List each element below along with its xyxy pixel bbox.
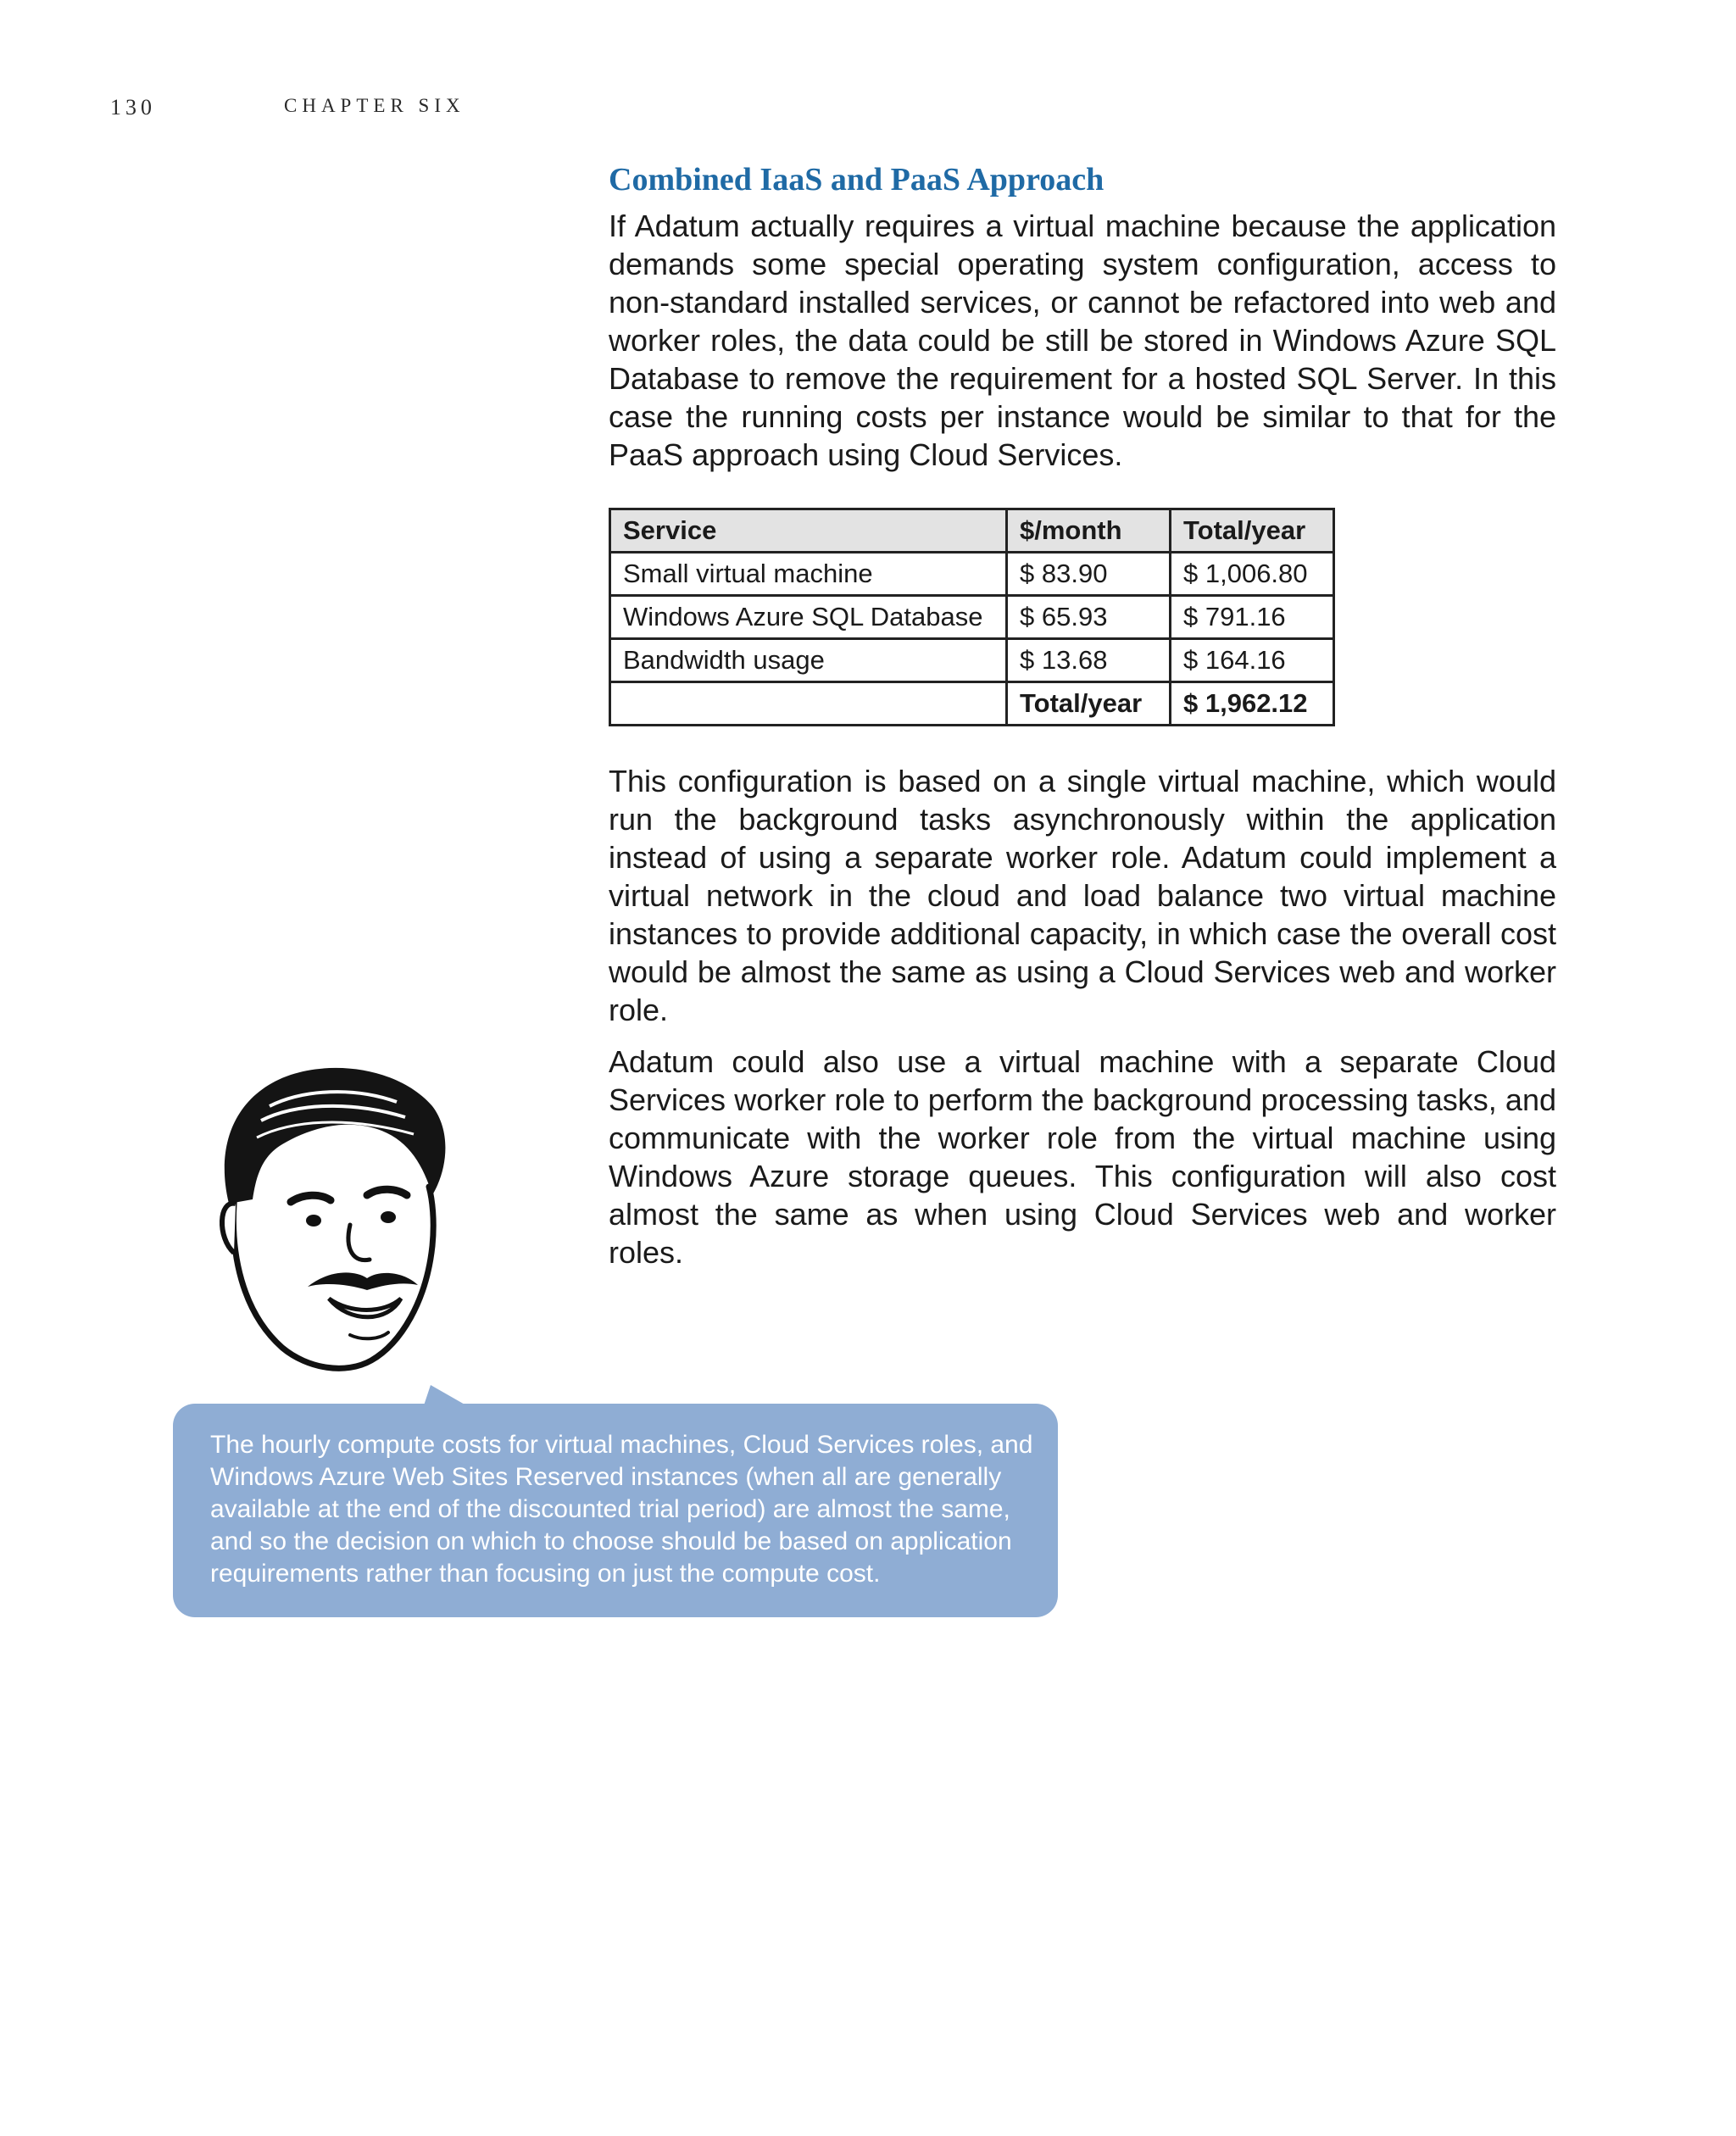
column-header-month: $/month — [1007, 509, 1171, 553]
table-header-row — [610, 509, 1334, 553]
cost-table — [609, 508, 1335, 726]
paragraph-2: This configuration is based on a single virtual machine, which would run the background tasks asynchronously within the application instead of using a separate worker role. Adatum could implement a virtual network in the cloud and load balance two virtual machine instances to provide additional capacity, in which case the overall cost would be almost the same as using a Cloud Services web and worker role. — [609, 764, 1556, 1027]
cell-month: $ 65.93 — [1007, 596, 1171, 639]
character-illustration — [210, 1060, 456, 1382]
cell-year: $ 164.16 — [1171, 639, 1334, 682]
cell-year: $ 791.16 — [1171, 596, 1334, 639]
cell-service: Bandwidth usage — [610, 639, 1007, 682]
main-content — [609, 158, 1556, 1285]
callout-tail — [424, 1385, 466, 1405]
column-header-service: Service — [610, 509, 1007, 553]
callout-box — [173, 1404, 1058, 1617]
section-heading: Combined IaaS and PaaS Approach — [609, 162, 1104, 197]
table-row — [610, 553, 1334, 596]
chapter-label: CHAPTER SIX — [284, 95, 465, 116]
paragraph-1: If Adatum actually requires a virtual machine because the application demands some special operating system configuration, access to non-standard installed services, or cannot be refactored into web and worker roles, the data could be still be stored in Windows Azure SQL Database to remove the requirement for a hosted SQL Server. In this case the running costs per instance would be similar to that for the PaaS approach using Cloud Services. — [609, 209, 1556, 472]
cell-service: Windows Azure SQL Database — [610, 596, 1007, 639]
cell-empty — [610, 682, 1007, 726]
total-label: Total/year — [1007, 682, 1171, 726]
table-row — [610, 639, 1334, 682]
cell-year: $ 1,006.80 — [1171, 553, 1334, 596]
table-total-row — [610, 682, 1334, 726]
cell-month: $ 13.68 — [1007, 639, 1171, 682]
cell-month: $ 83.90 — [1007, 553, 1171, 596]
page-number: 130 — [110, 95, 156, 120]
paragraph-3: Adatum could also use a virtual machine with a separate Cloud Services worker role to perform the background processing tasks, and communicate with the worker role from the virtual machine using Windows Azure storage queues. This configuration will also cost almost the same as when using Cloud Services web and worker roles. — [609, 1044, 1556, 1270]
running-head — [110, 95, 619, 129]
cell-service: Small virtual machine — [610, 553, 1007, 596]
table-row — [610, 596, 1334, 639]
column-header-year: Total/year — [1171, 509, 1334, 553]
total-value: $ 1,962.12 — [1171, 682, 1334, 726]
callout-text: The hourly compute costs for virtual machines, Cloud Services roles, and Windows Azure Web Sites Reserved instances (when all are generally available at the end of the discounted trial period) are almost the same, and so the decision on which to choose should be based on application requirements rather than focusing on just the compute cost. — [210, 1431, 1033, 1588]
